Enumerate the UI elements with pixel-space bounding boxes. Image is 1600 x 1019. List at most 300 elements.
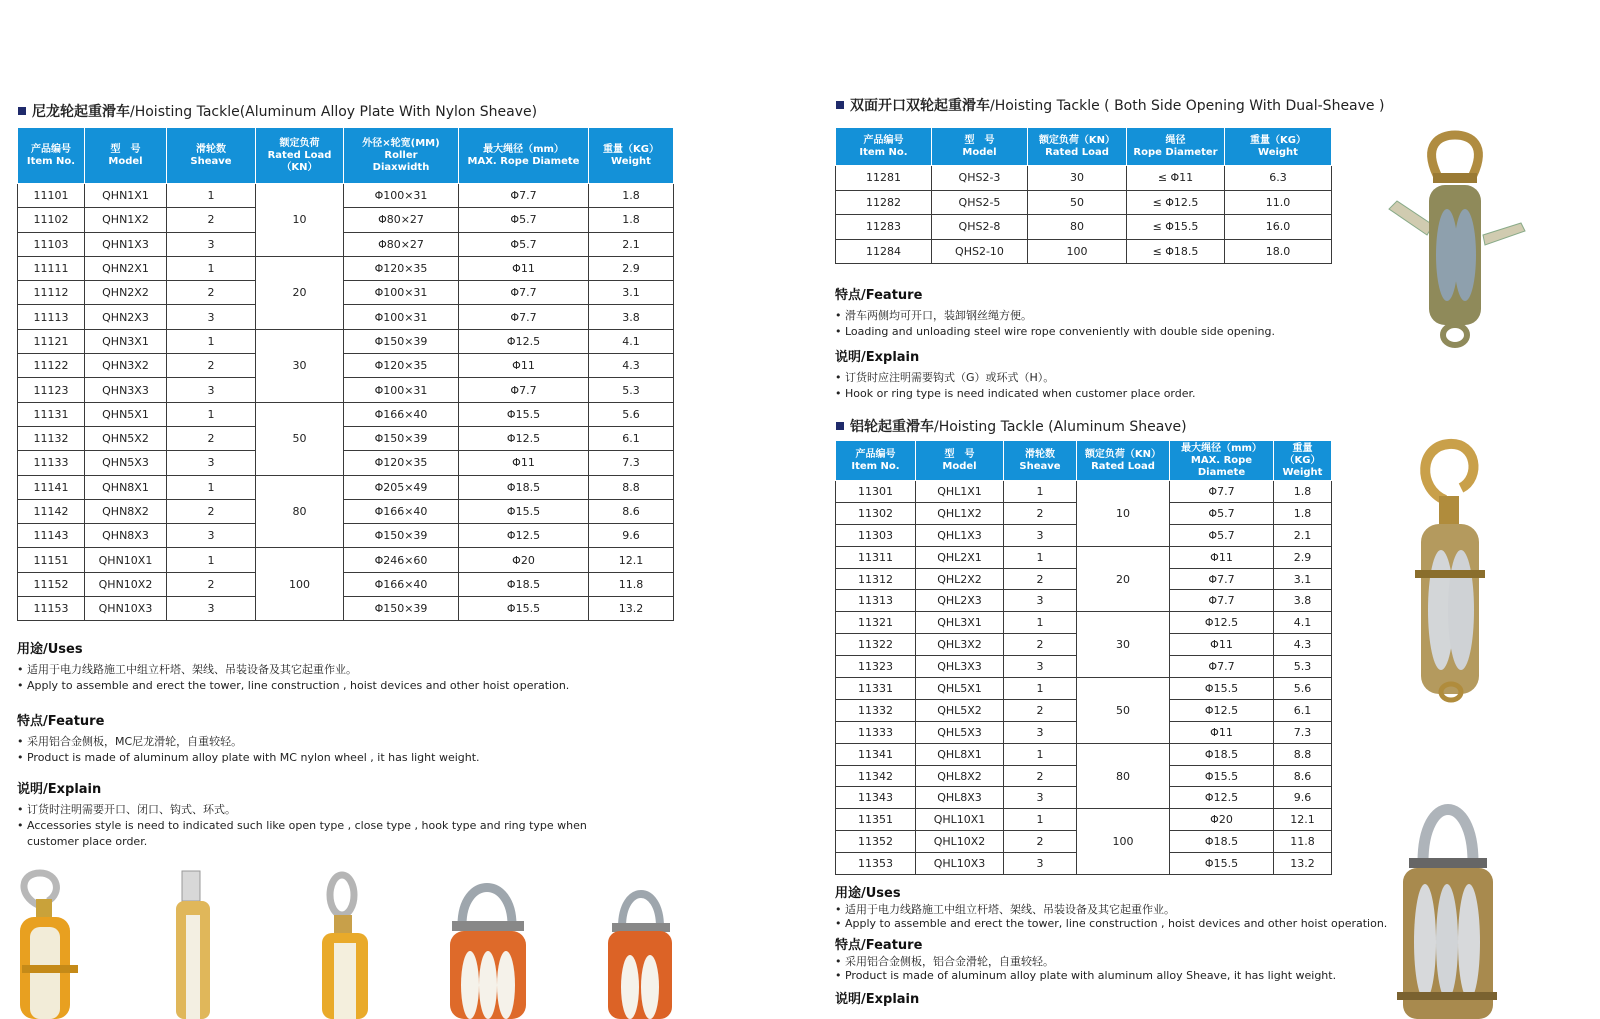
sheave-cell: 3 [1004, 524, 1077, 546]
weight-cell: 3.1 [589, 281, 674, 305]
rope-diameter-cell: Φ7.7 [459, 378, 589, 402]
weight-cell: 5.3 [589, 378, 674, 402]
uses-en: • Apply to assemble and erect the tower, line construction , hoist devices and other hoist operation. [835, 917, 1388, 930]
rated-load-cell: 100 [1028, 239, 1127, 264]
rope-diameter-cell: ≤ Φ11 [1127, 166, 1225, 191]
title-square-icon [836, 422, 844, 430]
explain-heading: 说明/Explain [835, 350, 920, 365]
item-no-cell: 11101 [18, 184, 85, 208]
rope-diameter-cell: Φ12.5 [459, 426, 589, 450]
table-row [836, 481, 1332, 503]
sheave-cell: 2 [1004, 831, 1077, 853]
right-bottom-explain-block [835, 988, 919, 1019]
model-cell: QHN1X1 [85, 184, 167, 208]
rope-diameter-cell: ≤ Φ12.5 [1127, 190, 1225, 215]
right-top-section-title [836, 95, 1384, 115]
column-header: 重量（KG） Weight [589, 128, 674, 184]
table-row [18, 499, 674, 523]
model-cell: QHN2X1 [85, 256, 167, 280]
rope-diameter-cell: Φ7.7 [1170, 590, 1274, 612]
item-no-cell: 11123 [18, 378, 85, 402]
weight-cell: 4.1 [1274, 612, 1332, 634]
table-row [18, 597, 674, 621]
model-cell: QHS2-5 [932, 190, 1028, 215]
rope-diameter-cell: Φ20 [1170, 809, 1274, 831]
model-cell: QHL2X3 [916, 590, 1004, 612]
right-top-explain-block [835, 346, 1196, 402]
column-header: 最大绳径（mm） MAX. Rope Diamete [459, 128, 589, 184]
column-header: 最大绳径（mm） MAX. Rope Diamete [1170, 441, 1274, 481]
table-row [18, 256, 674, 280]
title-square-icon [18, 107, 26, 115]
rope-diameter-cell: Φ11 [459, 451, 589, 475]
item-no-cell: 11151 [18, 548, 85, 572]
model-cell: QHL10X1 [916, 809, 1004, 831]
explain-en-2: customer place order. [27, 835, 148, 848]
weight-cell: 1.8 [589, 184, 674, 208]
feature-heading: 特点/Feature [835, 288, 923, 303]
table-row [836, 546, 1332, 568]
model-cell: QHN8X2 [85, 499, 167, 523]
sheave-cell: 1 [1004, 612, 1077, 634]
item-no-cell: 11152 [18, 572, 85, 596]
dual-sheave-product-photo [1375, 125, 1535, 350]
roller-cell: Φ166×40 [344, 402, 459, 426]
uses-heading: 用途/Uses [835, 886, 901, 901]
weight-cell: 5.6 [589, 402, 674, 426]
sheave-cell: 3 [167, 378, 256, 402]
sheave-cell: 2 [167, 572, 256, 596]
table-row [836, 166, 1332, 191]
rope-diameter-cell: Φ15.5 [459, 499, 589, 523]
rope-diameter-cell: Φ7.7 [1170, 481, 1274, 503]
model-cell: QHL3X2 [916, 634, 1004, 656]
sheave-cell: 2 [167, 354, 256, 378]
roller-cell: Φ150×39 [344, 426, 459, 450]
rated-load-cell: 10 [1077, 481, 1170, 547]
model-cell: QHL5X2 [916, 699, 1004, 721]
model-cell: QHL3X3 [916, 656, 1004, 678]
item-no-cell: 11341 [836, 743, 916, 765]
table-row [836, 743, 1332, 765]
weight-cell: 13.2 [589, 597, 674, 621]
weight-cell: 2.9 [589, 256, 674, 280]
item-no-cell: 11322 [836, 634, 916, 656]
weight-cell: 16.0 [1225, 215, 1332, 240]
model-cell: QHL8X3 [916, 787, 1004, 809]
weight-cell: 6.1 [1274, 699, 1332, 721]
feature-zh: • 采用铝合金侧板，MC尼龙滑轮，自重较轻。 [17, 735, 243, 748]
table-row [18, 208, 674, 232]
rope-diameter-cell: Φ12.5 [1170, 699, 1274, 721]
sheave-cell: 2 [167, 426, 256, 450]
dual-sheave-table [835, 127, 1332, 264]
sheave-cell: 3 [167, 524, 256, 548]
weight-cell: 1.8 [589, 208, 674, 232]
weight-cell: 13.2 [1274, 853, 1332, 875]
model-cell: QHN8X1 [85, 475, 167, 499]
rated-load-cell: 20 [256, 256, 344, 329]
model-cell: QHS2-8 [932, 215, 1028, 240]
model-cell: QHL10X2 [916, 831, 1004, 853]
table-row [18, 378, 674, 402]
sheave-cell: 1 [167, 184, 256, 208]
rated-load-cell: 30 [1077, 612, 1170, 678]
open-tackle-photo [176, 871, 210, 1019]
left-title-en: /Hoisting Tackle(Aluminum Alloy Plate With Nylon Sheave) [130, 104, 538, 120]
roller-cell: Φ100×31 [344, 305, 459, 329]
weight-cell: 3.8 [589, 305, 674, 329]
roller-cell: Φ150×39 [344, 524, 459, 548]
item-no-cell: 11282 [836, 190, 932, 215]
rope-diameter-cell: ≤ Φ15.5 [1127, 215, 1225, 240]
explain-en-1: • Accessories style is need to indicated such like open type , close type , hook type and ring type when [17, 819, 587, 832]
weight-cell: 6.3 [1225, 166, 1332, 191]
table-row [836, 239, 1332, 264]
weight-cell: 5.3 [1274, 656, 1332, 678]
aluminum-hook-tackle-photo [1395, 430, 1505, 710]
model-cell: QHN2X3 [85, 305, 167, 329]
item-no-cell: 11131 [18, 402, 85, 426]
model-cell: QHN5X2 [85, 426, 167, 450]
item-no-cell: 11333 [836, 721, 916, 743]
rope-diameter-cell: Φ11 [1170, 634, 1274, 656]
item-no-cell: 11111 [18, 256, 85, 280]
model-cell: QHN1X3 [85, 232, 167, 256]
uses-heading: 用途/Uses [17, 642, 83, 657]
rope-diameter-cell: Φ12.5 [459, 329, 589, 353]
table-row [18, 354, 674, 378]
sheave-cell: 1 [1004, 678, 1077, 700]
rope-diameter-cell: ≤ Φ18.5 [1127, 239, 1225, 264]
sheave-cell: 3 [167, 597, 256, 621]
table-row [18, 305, 674, 329]
weight-cell: 7.3 [589, 451, 674, 475]
feature-heading: 特点/Feature [835, 938, 923, 953]
sheave-cell: 2 [1004, 699, 1077, 721]
model-cell: QHS2-3 [932, 166, 1028, 191]
weight-cell: 2.1 [1274, 524, 1332, 546]
table-row [18, 475, 674, 499]
roller-cell: Φ150×39 [344, 329, 459, 353]
table-row [18, 281, 674, 305]
roller-cell: Φ120×35 [344, 256, 459, 280]
item-no-cell: 11311 [836, 546, 916, 568]
column-header: 额定负荷（KN） Rated Load [1028, 128, 1127, 166]
rope-diameter-cell: Φ7.7 [459, 184, 589, 208]
rope-diameter-cell: Φ5.7 [459, 208, 589, 232]
rope-diameter-cell: Φ12.5 [1170, 787, 1274, 809]
rope-diameter-cell: Φ15.5 [1170, 853, 1274, 875]
roller-cell: Φ80×27 [344, 208, 459, 232]
rope-diameter-cell: Φ12.5 [1170, 612, 1274, 634]
right-bottom-title-zh: 铝轮起重滑车 [850, 419, 934, 435]
weight-cell: 8.8 [589, 475, 674, 499]
sheave-cell: 3 [1004, 787, 1077, 809]
shackle-double-tackle-photo [608, 894, 672, 1019]
right-top-feature-block [835, 284, 1275, 340]
right-top-title-zh: 双面开口双轮起重滑车 [850, 98, 990, 114]
weight-cell: 12.1 [1274, 809, 1332, 831]
weight-cell: 3.8 [1274, 590, 1332, 612]
model-cell: QHN10X3 [85, 597, 167, 621]
rope-diameter-cell: Φ15.5 [459, 597, 589, 621]
model-cell: QHN5X3 [85, 451, 167, 475]
column-header: 滑轮数 Sheave [1004, 441, 1077, 481]
model-cell: QHN3X3 [85, 378, 167, 402]
item-no-cell: 11283 [836, 215, 932, 240]
item-no-cell: 11301 [836, 481, 916, 503]
title-square-icon [836, 101, 844, 109]
column-header: 绳径 Rope Diameter [1127, 128, 1225, 166]
item-no-cell: 11133 [18, 451, 85, 475]
sheave-cell: 2 [167, 499, 256, 523]
sheave-cell: 2 [1004, 634, 1077, 656]
weight-cell: 2.9 [1274, 546, 1332, 568]
roller-cell: Φ100×31 [344, 184, 459, 208]
feature-heading: 特点/Feature [17, 714, 105, 729]
rated-load-cell: 100 [256, 548, 344, 621]
column-header: 滑轮数 Sheave [167, 128, 256, 184]
rope-diameter-cell: Φ7.7 [1170, 656, 1274, 678]
rope-diameter-cell: Φ15.5 [1170, 765, 1274, 787]
sheave-cell: 1 [167, 548, 256, 572]
sheave-cell: 3 [167, 232, 256, 256]
sheave-cell: 3 [1004, 590, 1077, 612]
rope-diameter-cell: Φ5.7 [1170, 524, 1274, 546]
weight-cell: 11.8 [1274, 831, 1332, 853]
item-no-cell: 11323 [836, 656, 916, 678]
right-top-title-en: /Hoisting Tackle ( Both Side Opening With Dual-Sheave ) [990, 98, 1385, 114]
ring-tackle-photo [322, 875, 368, 1019]
sheave-cell: 3 [167, 305, 256, 329]
table-row [18, 232, 674, 256]
weight-cell: 1.8 [1274, 502, 1332, 524]
left-title-zh: 尼龙轮起重滑车 [32, 104, 130, 120]
column-header: 型 号 Model [932, 128, 1028, 166]
rated-load-cell: 10 [256, 184, 344, 257]
item-no-cell: 11102 [18, 208, 85, 232]
rope-diameter-cell: Φ18.5 [459, 572, 589, 596]
item-no-cell: 11132 [18, 426, 85, 450]
model-cell: QHL5X1 [916, 678, 1004, 700]
sheave-cell: 2 [167, 281, 256, 305]
model-cell: QHN8X3 [85, 524, 167, 548]
column-header: 额定负荷 Rated Load （KN） [256, 128, 344, 184]
model-cell: QHN3X2 [85, 354, 167, 378]
feature-en: • Product is made of aluminum alloy plate with MC nylon wheel , it has light weight. [17, 751, 480, 764]
weight-cell: 3.1 [1274, 568, 1332, 590]
uses-zh: • 适用于电力线路施工中组立杆塔、架线、吊装设备及其它起重作业。 [17, 663, 357, 676]
sheave-cell: 3 [1004, 721, 1077, 743]
column-header: 外径×轮宽(MM) Roller Diaxwidth [344, 128, 459, 184]
sheave-cell: 2 [167, 208, 256, 232]
weight-cell: 4.1 [589, 329, 674, 353]
left-feature-block [17, 710, 480, 766]
table-row [18, 426, 674, 450]
rope-diameter-cell: Φ18.5 [1170, 743, 1274, 765]
roller-cell: Φ166×40 [344, 572, 459, 596]
weight-cell: 11.8 [589, 572, 674, 596]
nylon-tackle-product-photos [0, 865, 700, 1019]
weight-cell: 9.6 [1274, 787, 1332, 809]
model-cell: QHL1X2 [916, 502, 1004, 524]
rope-diameter-cell: Φ18.5 [1170, 831, 1274, 853]
table-row [836, 612, 1332, 634]
rated-load-cell: 80 [1077, 743, 1170, 809]
rope-diameter-cell: Φ11 [1170, 546, 1274, 568]
rope-diameter-cell: Φ7.7 [459, 281, 589, 305]
rated-load-cell: 50 [1077, 678, 1170, 744]
weight-cell: 2.1 [589, 232, 674, 256]
sheave-cell: 1 [167, 256, 256, 280]
item-no-cell: 11121 [18, 329, 85, 353]
roller-cell: Φ150×39 [344, 597, 459, 621]
roller-cell: Φ80×27 [344, 232, 459, 256]
weight-cell: 6.1 [589, 426, 674, 450]
table-row [836, 678, 1332, 700]
rope-diameter-cell: Φ11 [459, 354, 589, 378]
model-cell: QHL10X3 [916, 853, 1004, 875]
item-no-cell: 11353 [836, 853, 916, 875]
model-cell: QHN10X2 [85, 572, 167, 596]
model-cell: QHN10X1 [85, 548, 167, 572]
sheave-cell: 1 [167, 475, 256, 499]
sheave-cell: 1 [1004, 743, 1077, 765]
left-explain-block [17, 778, 587, 850]
roller-cell: Φ120×35 [344, 451, 459, 475]
item-no-cell: 11103 [18, 232, 85, 256]
weight-cell: 4.3 [1274, 634, 1332, 656]
aluminum-shackle-tackle-photo [1385, 782, 1505, 1019]
item-no-cell: 11313 [836, 590, 916, 612]
table-row [18, 451, 674, 475]
rope-diameter-cell: Φ20 [459, 548, 589, 572]
item-no-cell: 11142 [18, 499, 85, 523]
nylon-tackle-table [17, 127, 674, 621]
table-row [18, 548, 674, 572]
explain-heading: 说明/Explain [835, 992, 920, 1007]
model-cell: QHL8X2 [916, 765, 1004, 787]
sheave-cell: 2 [1004, 765, 1077, 787]
column-header: 型 号 Model [85, 128, 167, 184]
feature-en: • Product is made of aluminum alloy plate with aluminum alloy Sheave, it has light weight. [835, 969, 1337, 982]
right-bottom-title-en: /Hoisting Tackle (Aluminum Sheave) [934, 419, 1187, 435]
table-row [18, 524, 674, 548]
shackle-triple-tackle-photo [450, 888, 526, 1019]
hook-tackle-photo [20, 873, 78, 1019]
model-cell: QHN1X2 [85, 208, 167, 232]
item-no-cell: 11302 [836, 502, 916, 524]
weight-cell: 18.0 [1225, 239, 1332, 264]
item-no-cell: 11331 [836, 678, 916, 700]
model-cell: QHS2-10 [932, 239, 1028, 264]
column-header: 产品编号 Item No. [836, 128, 932, 166]
item-no-cell: 11113 [18, 305, 85, 329]
model-cell: QHL8X1 [916, 743, 1004, 765]
model-cell: QHN2X2 [85, 281, 167, 305]
sheave-cell: 1 [167, 402, 256, 426]
sheave-cell: 2 [1004, 502, 1077, 524]
column-header: 产品编号 Item No. [836, 441, 916, 481]
table-row [836, 215, 1332, 240]
feature-en: • Loading and unloading steel wire rope conveniently with double side opening. [835, 325, 1275, 338]
column-header: 产品编号 Item No. [18, 128, 85, 184]
rope-diameter-cell: Φ11 [459, 256, 589, 280]
item-no-cell: 11312 [836, 568, 916, 590]
model-cell: QHL2X2 [916, 568, 1004, 590]
item-no-cell: 11153 [18, 597, 85, 621]
sheave-cell: 1 [1004, 546, 1077, 568]
item-no-cell: 11351 [836, 809, 916, 831]
roller-cell: Φ166×40 [344, 499, 459, 523]
feature-zh: • 采用铝合金侧板，铝合金滑轮，自重较轻。 [835, 955, 1054, 968]
explain-zh: • 订货时应注明需要钩式（G）或环式（H）。 [835, 371, 1055, 384]
rope-diameter-cell: Φ15.5 [1170, 678, 1274, 700]
item-no-cell: 11342 [836, 765, 916, 787]
item-no-cell: 11281 [836, 166, 932, 191]
rated-load-cell: 80 [1028, 215, 1127, 240]
weight-cell: 11.0 [1225, 190, 1332, 215]
explain-zh: • 订货时注明需要开口、闭口、钩式、环式。 [17, 803, 236, 816]
rope-diameter-cell: Φ7.7 [1170, 568, 1274, 590]
sheave-cell: 1 [1004, 481, 1077, 503]
model-cell: QHN3X1 [85, 329, 167, 353]
roller-cell: Φ100×31 [344, 281, 459, 305]
table-row [836, 190, 1332, 215]
rated-load-cell: 30 [1028, 166, 1127, 191]
table-row [836, 809, 1332, 831]
rated-load-cell: 30 [256, 329, 344, 402]
roller-cell: Φ205×49 [344, 475, 459, 499]
weight-cell: 1.8 [1274, 481, 1332, 503]
table-row [18, 184, 674, 208]
sheave-cell: 1 [1004, 809, 1077, 831]
model-cell: QHN5X1 [85, 402, 167, 426]
rope-diameter-cell: Φ12.5 [459, 524, 589, 548]
column-header: 重量（KG） Weight [1225, 128, 1332, 166]
feature-zh: • 滑车两侧均可开口，装卸钢丝绳方便。 [835, 309, 1032, 322]
rated-load-cell: 50 [256, 402, 344, 475]
weight-cell: 8.8 [1274, 743, 1332, 765]
sheave-cell: 3 [1004, 853, 1077, 875]
item-no-cell: 11343 [836, 787, 916, 809]
weight-cell: 9.6 [589, 524, 674, 548]
item-no-cell: 11303 [836, 524, 916, 546]
rope-diameter-cell: Φ15.5 [459, 402, 589, 426]
item-no-cell: 11332 [836, 699, 916, 721]
weight-cell: 8.6 [1274, 765, 1332, 787]
column-header: 额定负荷（KN） Rated Load [1077, 441, 1170, 481]
rated-load-cell: 100 [1077, 809, 1170, 875]
weight-cell: 7.3 [1274, 721, 1332, 743]
model-cell: QHL2X1 [916, 546, 1004, 568]
rated-load-cell: 50 [1028, 190, 1127, 215]
roller-cell: Φ120×35 [344, 354, 459, 378]
item-no-cell: 11321 [836, 612, 916, 634]
item-no-cell: 11284 [836, 239, 932, 264]
explain-heading: 说明/Explain [17, 782, 102, 797]
roller-cell: Φ100×31 [344, 378, 459, 402]
table-row [18, 329, 674, 353]
rope-diameter-cell: Φ18.5 [459, 475, 589, 499]
aluminum-sheave-table [835, 440, 1332, 875]
explain-en: • Hook or ring type is need indicated when customer place order. [835, 387, 1196, 400]
item-no-cell: 11122 [18, 354, 85, 378]
rope-diameter-cell: Φ5.7 [459, 232, 589, 256]
weight-cell: 8.6 [589, 499, 674, 523]
table-row [18, 572, 674, 596]
